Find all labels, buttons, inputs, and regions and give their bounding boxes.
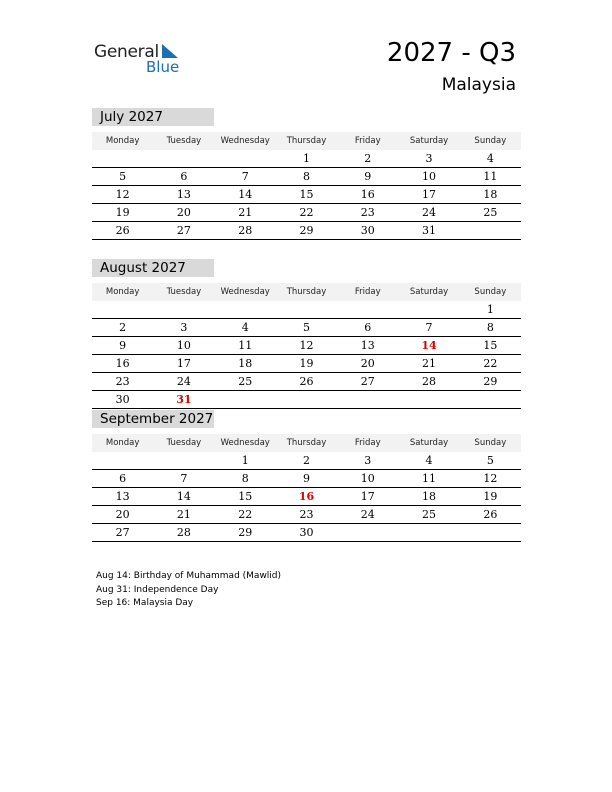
weekday-label: Tuesday — [166, 438, 202, 448]
day-cell — [398, 524, 459, 541]
month-title: August 2027 — [92, 259, 214, 277]
day-cell — [215, 301, 276, 318]
logo-text-general: General — [94, 42, 159, 62]
week-row — [92, 319, 521, 337]
day-cell: 18 — [483, 188, 498, 201]
day-cell: 28 — [176, 526, 191, 539]
day-cell: 13 — [115, 490, 130, 503]
day-cell: 23 — [299, 508, 314, 521]
day-cell — [153, 301, 214, 318]
day-cell: 30 — [115, 393, 130, 406]
week-row — [92, 337, 521, 355]
day-cell: 30 — [299, 526, 314, 539]
day-cell: 2 — [364, 152, 372, 165]
day-cell: 9 — [302, 472, 310, 485]
day-cell: 22 — [299, 206, 314, 219]
day-cell: 30 — [360, 224, 375, 237]
weekday-label: Friday — [354, 287, 381, 297]
week-row — [92, 524, 521, 542]
logo-text-blue: Blue — [146, 58, 180, 76]
day-cell: 11 — [422, 472, 437, 485]
day-cell: 9 — [364, 170, 372, 183]
week-row — [92, 204, 521, 222]
holiday-entry: Sep 16: Malaysia Day — [96, 598, 194, 608]
day-cell: 10 — [422, 170, 437, 183]
day-cell — [276, 391, 337, 408]
day-cell: 17 — [422, 188, 437, 201]
month-title: July 2027 — [92, 108, 214, 126]
day-cell: 27 — [176, 224, 191, 237]
day-cell: 2 — [119, 321, 127, 334]
day-cell: 24 — [360, 508, 375, 521]
country-name: Malaysia — [441, 75, 516, 95]
day-cell: 12 — [483, 472, 498, 485]
week-row — [92, 391, 521, 409]
month-block — [92, 410, 521, 542]
day-cell: 4 — [486, 152, 494, 165]
holiday-entry: Aug 31: Independence Day — [96, 584, 219, 595]
holiday-list — [96, 570, 281, 611]
generalblue-logo — [94, 40, 194, 80]
day-cell — [92, 301, 153, 318]
day-cell: 13 — [176, 188, 191, 201]
weekday-label: Sunday — [474, 287, 507, 297]
day-cell: 8 — [302, 170, 310, 183]
week-row — [92, 488, 521, 506]
day-cell: 21 — [238, 206, 253, 219]
week-row — [92, 506, 521, 524]
day-cell: 3 — [180, 321, 188, 334]
day-cell: 5 — [302, 321, 310, 334]
weekday-label: Tuesday — [166, 287, 202, 297]
day-cell: 18 — [238, 357, 253, 370]
weekday-label: Monday — [105, 287, 140, 297]
day-cell: 26 — [115, 224, 130, 237]
day-cell: 15 — [299, 188, 314, 201]
weekday-label: Monday — [105, 136, 140, 146]
day-cell: 14 — [238, 188, 253, 201]
week-row — [92, 452, 521, 470]
day-cell: 24 — [176, 375, 191, 388]
month-title: September 2027 — [92, 410, 214, 428]
week-row — [92, 355, 521, 373]
day-cell: 14 — [176, 490, 191, 503]
day-cell: 26 — [299, 375, 314, 388]
week-row — [92, 373, 521, 391]
week-row — [92, 222, 521, 240]
holiday-entry: Aug 14: Birthday of Muhammad (Mawlid) — [96, 571, 282, 581]
day-cell: 22 — [238, 508, 253, 521]
day-cell: 1 — [486, 303, 494, 316]
day-cell — [337, 391, 398, 408]
weekday-header-row — [92, 283, 521, 301]
day-cell — [460, 524, 521, 541]
day-cell: 19 — [299, 357, 314, 370]
day-cell: 11 — [483, 170, 498, 183]
day-cell — [153, 452, 214, 469]
weekday-label: Saturday — [409, 287, 449, 297]
day-cell: 4 — [241, 321, 249, 334]
day-cell: 21 — [176, 508, 191, 521]
week-row — [92, 470, 521, 488]
day-cell: 24 — [422, 206, 437, 219]
week-row — [92, 150, 521, 168]
weekday-label: Sunday — [474, 438, 507, 448]
day-cell: 6 — [180, 170, 188, 183]
day-cell: 3 — [364, 454, 372, 467]
day-cell: 1 — [302, 152, 310, 165]
day-cell — [92, 452, 153, 469]
day-cell: 10 — [176, 339, 191, 352]
day-cell: 21 — [422, 357, 437, 370]
day-cell: 7 — [241, 170, 249, 183]
day-cell: 16 — [298, 490, 315, 503]
day-cell: 11 — [238, 339, 253, 352]
day-cell: 18 — [422, 490, 437, 503]
day-cell: 6 — [119, 472, 127, 485]
day-cell: 15 — [483, 339, 498, 352]
day-cell: 20 — [176, 206, 191, 219]
day-cell — [92, 150, 153, 167]
day-cell: 25 — [483, 206, 498, 219]
day-cell: 31 — [176, 393, 192, 406]
day-cell: 16 — [360, 188, 375, 201]
day-cell — [460, 391, 521, 408]
day-cell: 7 — [425, 321, 433, 334]
day-cell: 15 — [238, 490, 253, 503]
weekday-label: Saturday — [409, 136, 449, 146]
day-cell: 19 — [115, 206, 130, 219]
day-cell: 22 — [483, 357, 498, 370]
day-cell: 2 — [302, 454, 310, 467]
day-cell: 10 — [360, 472, 375, 485]
day-cell — [215, 150, 276, 167]
day-cell: 3 — [425, 152, 433, 165]
day-cell: 25 — [238, 375, 253, 388]
day-cell: 12 — [299, 339, 314, 352]
day-cell — [398, 391, 459, 408]
day-cell — [337, 301, 398, 318]
day-cell: 8 — [486, 321, 494, 334]
day-cell: 12 — [115, 188, 130, 201]
day-cell — [153, 150, 214, 167]
weekday-label: Thursday — [286, 287, 327, 297]
month-block — [92, 259, 521, 409]
weekday-label: Monday — [105, 438, 140, 448]
weekday-label: Wednesday — [220, 136, 270, 146]
day-cell — [337, 524, 398, 541]
day-cell: 7 — [180, 472, 188, 485]
weekday-label: Friday — [354, 438, 381, 448]
day-cell: 28 — [238, 224, 253, 237]
day-cell: 23 — [115, 375, 130, 388]
day-cell: 16 — [115, 357, 130, 370]
day-cell: 6 — [364, 321, 372, 334]
day-cell: 28 — [422, 375, 437, 388]
weekday-label: Friday — [354, 136, 381, 146]
weekday-header-row — [92, 132, 521, 150]
weekday-label: Saturday — [409, 438, 449, 448]
day-cell: 29 — [299, 224, 314, 237]
day-cell: 4 — [425, 454, 433, 467]
weekday-header-row — [92, 434, 521, 452]
weekday-label: Thursday — [286, 136, 327, 146]
day-cell: 9 — [119, 339, 127, 352]
day-cell: 13 — [360, 339, 375, 352]
day-cell: 1 — [241, 454, 249, 467]
week-row — [92, 168, 521, 186]
day-cell: 5 — [119, 170, 127, 183]
weekday-label: Wednesday — [220, 438, 270, 448]
day-cell: 20 — [360, 357, 375, 370]
day-cell: 8 — [241, 472, 249, 485]
day-cell: 14 — [421, 339, 437, 352]
day-cell: 31 — [422, 224, 437, 237]
week-row — [92, 301, 521, 319]
day-cell: 23 — [360, 206, 375, 219]
day-cell — [276, 301, 337, 318]
day-cell: 5 — [486, 454, 494, 467]
weekday-label: Thursday — [286, 438, 327, 448]
day-cell — [398, 301, 459, 318]
day-cell: 17 — [360, 490, 375, 503]
weekday-label: Sunday — [474, 136, 507, 146]
day-cell: 25 — [422, 508, 437, 521]
day-cell: 26 — [483, 508, 498, 521]
month-block — [92, 108, 521, 240]
page-title: 2027 - Q3 — [386, 38, 516, 68]
day-cell — [215, 391, 276, 408]
day-cell: 19 — [483, 490, 498, 503]
day-cell: 17 — [176, 357, 191, 370]
week-row — [92, 186, 521, 204]
weekday-label: Tuesday — [166, 136, 202, 146]
day-cell: 29 — [483, 375, 498, 388]
day-cell: 27 — [360, 375, 375, 388]
day-cell: 27 — [115, 526, 130, 539]
day-cell: 29 — [238, 526, 253, 539]
weekday-label: Wednesday — [220, 287, 270, 297]
day-cell — [460, 222, 521, 239]
day-cell: 20 — [115, 508, 130, 521]
